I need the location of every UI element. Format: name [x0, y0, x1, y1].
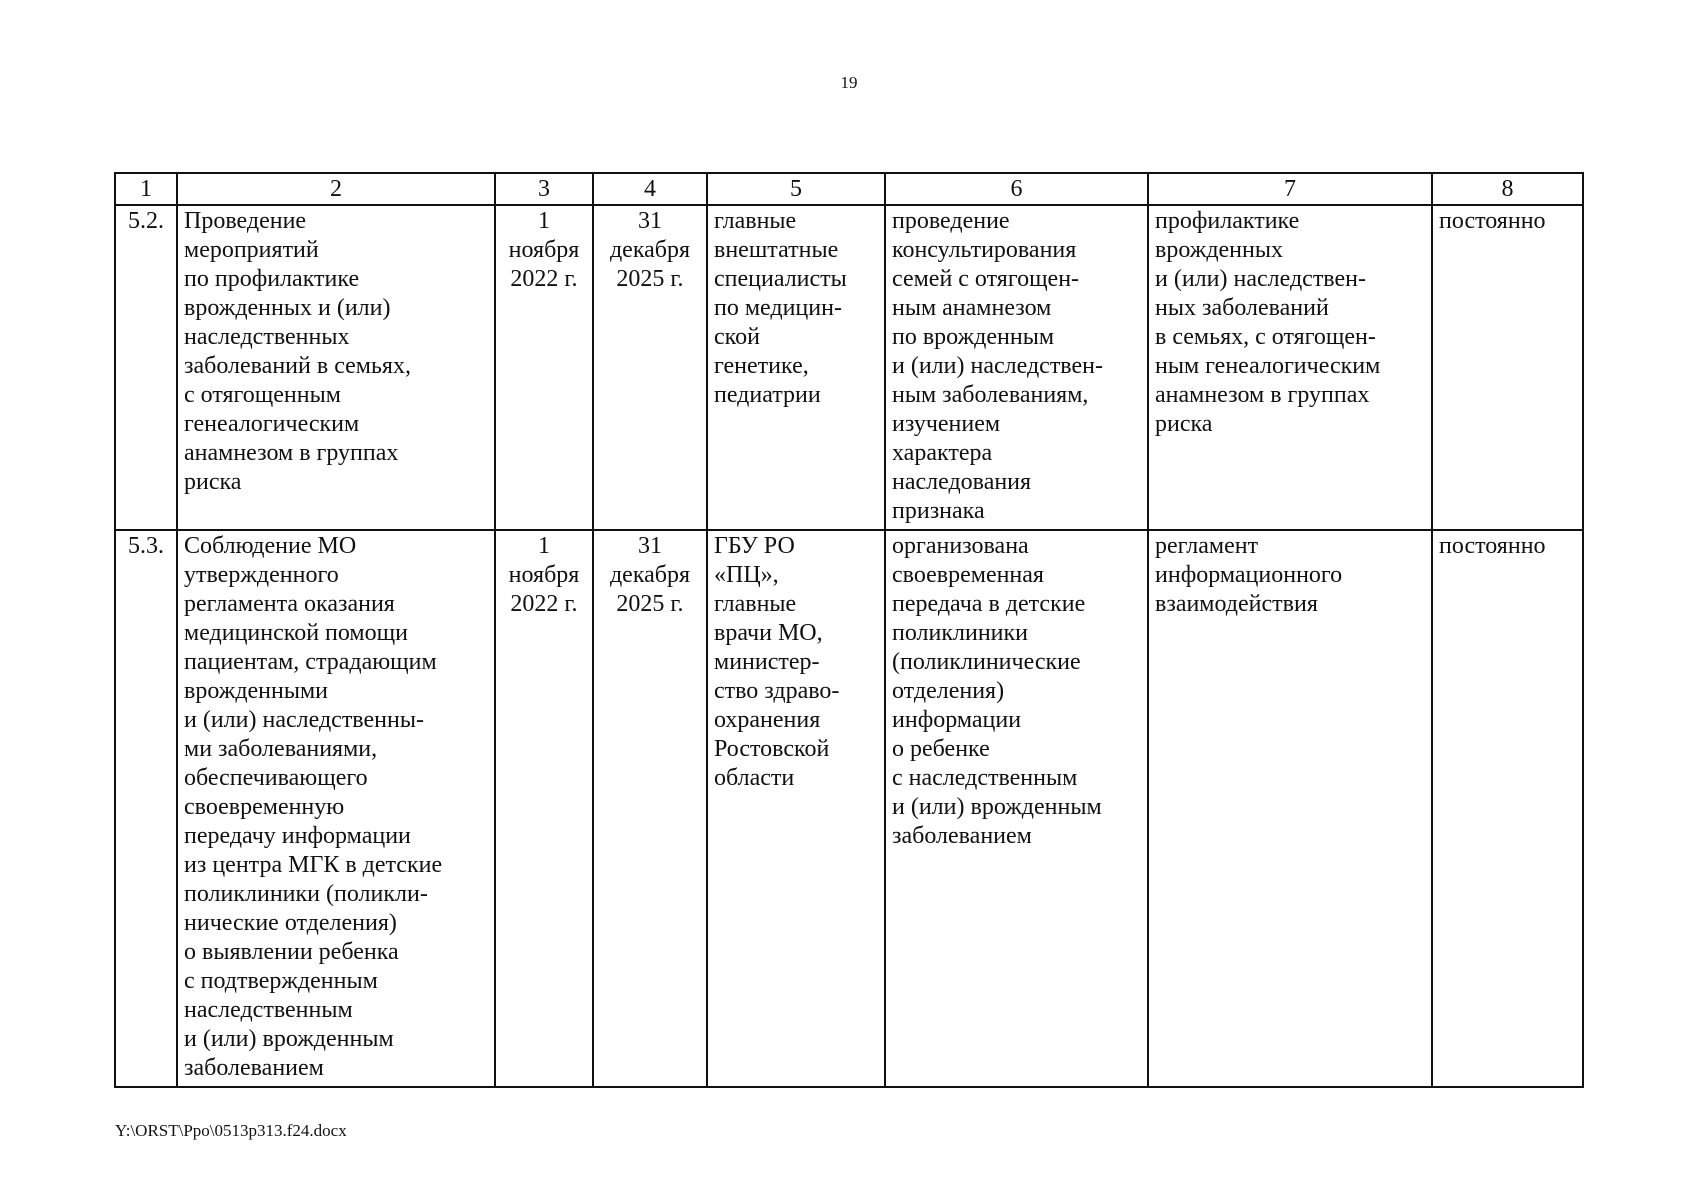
- row-number: 5.2.: [128, 208, 164, 234]
- column-number: 4: [593, 173, 707, 205]
- result-text: организована своевременная передача в детские поликлиники (поликлинические отделения) информации о ребенке с наследственным и (или) врожденным заболеванием: [892, 533, 1102, 849]
- column-number: 6: [885, 173, 1148, 205]
- responsible-cell: [707, 530, 885, 1087]
- end-date: 31 декабря 2025 г.: [609, 533, 691, 617]
- column-number: 1: [115, 173, 177, 205]
- indicator-cell: [1148, 205, 1432, 530]
- row-number-cell: [115, 205, 177, 530]
- start-date: 1 ноября 2022 г.: [508, 533, 580, 617]
- start-date-cell: [495, 530, 593, 1087]
- row-number-cell: [115, 530, 177, 1087]
- start-date: 1 ноября 2022 г.: [508, 208, 580, 292]
- end-date-cell: [593, 530, 707, 1087]
- measure-text: Проведение мероприятий по профилактике врожденных и (или) наследственных заболеваний в семьях, с отягощенным генеалогическим анамнезом в группах риска: [184, 208, 411, 495]
- document-file-path: Y:\ORST\Ppo\0513p313.f24.docx: [115, 1121, 347, 1140]
- measure-cell: [177, 530, 495, 1087]
- frequency-cell: [1432, 205, 1583, 530]
- end-date: 31 декабря 2025 г.: [609, 208, 691, 292]
- column-number-row: [115, 173, 1583, 205]
- column-number: 8: [1432, 173, 1583, 205]
- measures-table: [114, 172, 1584, 1088]
- measure-cell: [177, 205, 495, 530]
- table-row: [115, 530, 1583, 1087]
- measure-text: Соблюдение МО утвержденного регламента оказания медицинской помощи пациентам, страдающим врожденными и (или) наследственны- ми заболеваниями, обеспечивающего своевременную передачу информации из центра МГК в детские поликлиники (поликли- нические отделения) о выявлении ребенка с подтвержденным наследственным и (или) врожденным заболеванием: [184, 533, 443, 1081]
- frequency-text: постоянно: [1439, 533, 1546, 559]
- result-cell: [885, 530, 1148, 1087]
- indicator-cell: [1148, 530, 1432, 1087]
- result-cell: [885, 205, 1148, 530]
- responsible-text: главные внештатные специалисты по медицин- ской генетике, педиатрии: [714, 208, 847, 408]
- column-number: 3: [495, 173, 593, 205]
- indicator-text: профилактике врожденных и (или) наследствен- ных заболеваний в семьях, с отягощен- ным генеалогическим анамнезом в группах риска: [1155, 208, 1381, 437]
- row-number: 5.3.: [128, 533, 164, 559]
- column-number: 7: [1148, 173, 1432, 205]
- column-number: 2: [177, 173, 495, 205]
- result-text: проведение консультирования семей с отягощен- ным анамнезом по врожденным и (или) наследствен- ным заболеваниям, изучением характера наследования признака: [892, 208, 1103, 524]
- table-row: [115, 205, 1583, 530]
- indicator-text: регламент информационного взаимодействия: [1155, 533, 1343, 617]
- end-date-cell: [593, 205, 707, 530]
- responsible-text: ГБУ РО «ПЦ», главные врачи МО, министер- ство здраво- охранения Ростовской области: [714, 533, 840, 791]
- column-number: 5: [707, 173, 885, 205]
- responsible-cell: [707, 205, 885, 530]
- page-number: 19: [840, 73, 858, 92]
- frequency-text: постоянно: [1439, 208, 1546, 234]
- frequency-cell: [1432, 530, 1583, 1087]
- start-date-cell: [495, 205, 593, 530]
